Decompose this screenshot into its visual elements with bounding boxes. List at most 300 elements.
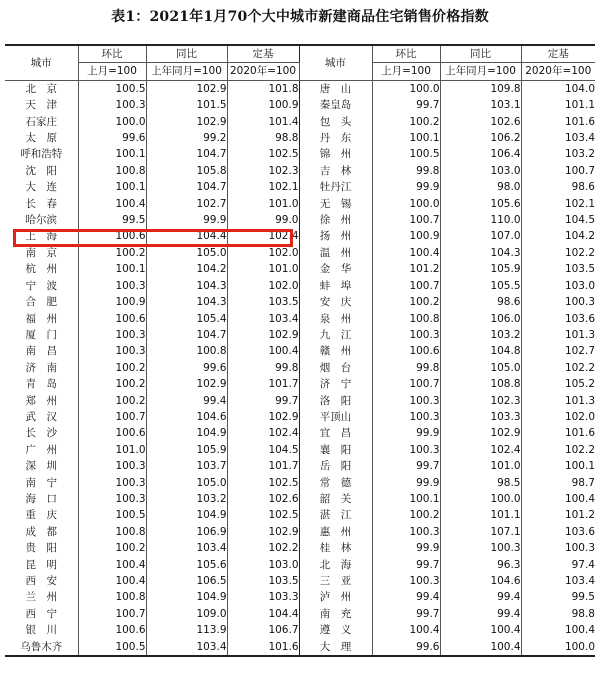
cell-yoy-left: 109.0 bbox=[146, 606, 227, 622]
cell-base-left: 103.5 bbox=[227, 573, 299, 589]
table-row bbox=[5, 573, 595, 589]
cell-yoy-left: 104.9 bbox=[146, 589, 227, 605]
cell-base-left: 101.7 bbox=[227, 458, 299, 474]
cell-city-right: 北 海 bbox=[299, 557, 372, 573]
header-yoy-sub-left: 上年同月=100 bbox=[146, 63, 227, 80]
cell-city-right: 赣 州 bbox=[299, 343, 372, 359]
cell-base-right: 101.1 bbox=[521, 97, 595, 113]
header-base-sub-left: 2020年=100 bbox=[227, 63, 299, 80]
cell-city-left: 福 州 bbox=[5, 311, 78, 327]
cell-mom-right: 99.8 bbox=[372, 360, 440, 376]
cell-mom-left: 100.3 bbox=[78, 97, 146, 113]
cell-base-right: 103.2 bbox=[521, 146, 595, 162]
cell-yoy-right: 104.3 bbox=[440, 245, 521, 261]
cell-yoy-right: 105.0 bbox=[440, 360, 521, 376]
table-row bbox=[5, 130, 595, 146]
cell-yoy-right: 102.3 bbox=[440, 393, 521, 409]
cell-mom-left: 100.1 bbox=[78, 261, 146, 277]
cell-city-left: 银 川 bbox=[5, 622, 78, 638]
cell-city-left: 宁 波 bbox=[5, 278, 78, 294]
cell-yoy-left: 105.9 bbox=[146, 442, 227, 458]
table-row bbox=[5, 360, 595, 376]
cell-yoy-right: 104.8 bbox=[440, 343, 521, 359]
cell-mom-left: 100.8 bbox=[78, 163, 146, 179]
cell-mom-left: 100.2 bbox=[78, 393, 146, 409]
cell-mom-left: 100.3 bbox=[78, 278, 146, 294]
cell-yoy-left: 105.8 bbox=[146, 163, 227, 179]
cell-mom-right: 99.7 bbox=[372, 557, 440, 573]
cell-city-right: 包 头 bbox=[299, 114, 372, 130]
cell-yoy-right: 103.2 bbox=[440, 327, 521, 343]
cell-yoy-right: 105.6 bbox=[440, 196, 521, 212]
cell-city-right: 锦 州 bbox=[299, 146, 372, 162]
cell-yoy-left: 99.9 bbox=[146, 212, 227, 228]
table-row bbox=[5, 589, 595, 605]
cell-city-right: 遵 义 bbox=[299, 622, 372, 638]
cell-city-right: 平顶山 bbox=[299, 409, 372, 425]
cell-base-right: 100.0 bbox=[521, 639, 595, 656]
cell-city-right: 襄 阳 bbox=[299, 442, 372, 458]
cell-base-right: 103.6 bbox=[521, 311, 595, 327]
cell-mom-left: 100.5 bbox=[78, 80, 146, 97]
cell-mom-right: 101.2 bbox=[372, 261, 440, 277]
cell-city-right: 岳 阳 bbox=[299, 458, 372, 474]
cell-yoy-right: 109.8 bbox=[440, 80, 521, 97]
table-row bbox=[5, 639, 595, 656]
cell-yoy-right: 98.5 bbox=[440, 475, 521, 491]
cell-base-right: 100.7 bbox=[521, 163, 595, 179]
cell-city-left: 哈尔滨 bbox=[5, 212, 78, 228]
table-row bbox=[5, 146, 595, 162]
cell-mom-right: 100.2 bbox=[372, 294, 440, 310]
cell-city-right: 吉 林 bbox=[299, 163, 372, 179]
cell-mom-left: 101.0 bbox=[78, 442, 146, 458]
cell-city-left: 呼和浩特 bbox=[5, 146, 78, 162]
table-row bbox=[5, 606, 595, 622]
cell-city-left: 广 州 bbox=[5, 442, 78, 458]
cell-base-right: 102.0 bbox=[521, 409, 595, 425]
header-mom-sub-left: 上月=100 bbox=[78, 63, 146, 80]
cell-yoy-right: 100.4 bbox=[440, 622, 521, 638]
cell-yoy-left: 100.8 bbox=[146, 343, 227, 359]
cell-city-left: 贵 阳 bbox=[5, 540, 78, 556]
cell-yoy-left: 105.4 bbox=[146, 311, 227, 327]
cell-city-right: 泉 州 bbox=[299, 311, 372, 327]
cell-base-right: 98.8 bbox=[521, 606, 595, 622]
cell-yoy-right: 106.4 bbox=[440, 146, 521, 162]
cell-base-left: 99.0 bbox=[227, 212, 299, 228]
table-row bbox=[5, 261, 595, 277]
cell-city-left: 昆 明 bbox=[5, 557, 78, 573]
cell-city-left: 郑 州 bbox=[5, 393, 78, 409]
cell-city-left: 长 春 bbox=[5, 196, 78, 212]
cell-mom-left: 99.6 bbox=[78, 130, 146, 146]
cell-yoy-right: 99.4 bbox=[440, 606, 521, 622]
cell-yoy-left: 104.3 bbox=[146, 294, 227, 310]
table-row bbox=[5, 114, 595, 130]
table-row bbox=[5, 163, 595, 179]
cell-city-left: 重 庆 bbox=[5, 507, 78, 523]
cell-base-right: 100.3 bbox=[521, 294, 595, 310]
cell-base-left: 102.6 bbox=[227, 491, 299, 507]
cell-yoy-left: 105.0 bbox=[146, 475, 227, 491]
cell-mom-left: 100.8 bbox=[78, 589, 146, 605]
cell-base-left: 104.5 bbox=[227, 442, 299, 458]
cell-base-right: 101.2 bbox=[521, 507, 595, 523]
table-row bbox=[5, 475, 595, 491]
cell-mom-left: 100.4 bbox=[78, 557, 146, 573]
cell-city-left: 长 沙 bbox=[5, 425, 78, 441]
cell-mom-right: 99.9 bbox=[372, 425, 440, 441]
cell-city-left: 上 海 bbox=[5, 228, 78, 244]
cell-mom-left: 100.2 bbox=[78, 245, 146, 261]
cell-mom-right: 100.7 bbox=[372, 376, 440, 392]
cell-mom-left: 100.3 bbox=[78, 327, 146, 343]
cell-base-right: 102.2 bbox=[521, 360, 595, 376]
cell-yoy-left: 105.0 bbox=[146, 245, 227, 261]
table-row bbox=[5, 327, 595, 343]
cell-base-right: 101.6 bbox=[521, 114, 595, 130]
cell-city-left: 乌鲁木齐 bbox=[5, 639, 78, 656]
cell-yoy-left: 103.7 bbox=[146, 458, 227, 474]
cell-mom-left: 100.1 bbox=[78, 179, 146, 195]
cell-base-right: 98.7 bbox=[521, 475, 595, 491]
cell-base-right: 101.3 bbox=[521, 393, 595, 409]
cell-mom-right: 100.6 bbox=[372, 343, 440, 359]
cell-city-right: 常 德 bbox=[299, 475, 372, 491]
cell-yoy-left: 104.4 bbox=[146, 228, 227, 244]
cell-yoy-left: 104.3 bbox=[146, 278, 227, 294]
table-body bbox=[5, 80, 595, 656]
cell-yoy-right: 100.4 bbox=[440, 639, 521, 656]
cell-base-left: 104.4 bbox=[227, 606, 299, 622]
table-row bbox=[5, 294, 595, 310]
cell-mom-left: 100.7 bbox=[78, 409, 146, 425]
cell-base-right: 104.0 bbox=[521, 80, 595, 97]
table-row bbox=[5, 507, 595, 523]
header-yoy-sub-right: 上年同月=100 bbox=[440, 63, 521, 80]
cell-city-right: 湛 江 bbox=[299, 507, 372, 523]
cell-city-right: 牡丹江 bbox=[299, 179, 372, 195]
cell-mom-right: 100.1 bbox=[372, 130, 440, 146]
cell-city-left: 杭 州 bbox=[5, 261, 78, 277]
cell-mom-left: 100.5 bbox=[78, 507, 146, 523]
table-row bbox=[5, 557, 595, 573]
cell-base-left: 103.5 bbox=[227, 294, 299, 310]
header-city-right: 城市 bbox=[299, 45, 372, 80]
cell-city-right: 秦皇岛 bbox=[299, 97, 372, 113]
cell-base-left: 101.4 bbox=[227, 114, 299, 130]
header-base-right: 定基 bbox=[521, 45, 595, 63]
cell-base-right: 100.4 bbox=[521, 491, 595, 507]
cell-mom-right: 100.3 bbox=[372, 524, 440, 540]
table-row bbox=[5, 228, 595, 244]
cell-base-right: 101.6 bbox=[521, 425, 595, 441]
table-row bbox=[5, 425, 595, 441]
cell-mom-right: 99.9 bbox=[372, 179, 440, 195]
cell-city-right: 桂 林 bbox=[299, 540, 372, 556]
cell-city-left: 海 口 bbox=[5, 491, 78, 507]
cell-base-right: 101.3 bbox=[521, 327, 595, 343]
cell-mom-right: 100.0 bbox=[372, 80, 440, 97]
cell-mom-right: 100.4 bbox=[372, 245, 440, 261]
table-row bbox=[5, 442, 595, 458]
cell-city-left: 石家庄 bbox=[5, 114, 78, 130]
cell-yoy-left: 99.4 bbox=[146, 393, 227, 409]
cell-mom-left: 100.6 bbox=[78, 311, 146, 327]
cell-base-left: 101.8 bbox=[227, 80, 299, 97]
cell-base-left: 102.5 bbox=[227, 507, 299, 523]
table-title: 表1：2021年1月70个大中城市新建商品住宅销售价格指数 bbox=[111, 9, 489, 25]
cell-base-left: 102.0 bbox=[227, 245, 299, 261]
cell-yoy-left: 104.2 bbox=[146, 261, 227, 277]
cell-base-left: 102.4 bbox=[227, 425, 299, 441]
cell-city-right: 泸 州 bbox=[299, 589, 372, 605]
cell-yoy-left: 104.7 bbox=[146, 327, 227, 343]
cell-mom-right: 100.9 bbox=[372, 228, 440, 244]
cell-city-right: 徐 州 bbox=[299, 212, 372, 228]
cell-mom-left: 100.4 bbox=[78, 573, 146, 589]
cell-yoy-right: 107.1 bbox=[440, 524, 521, 540]
cell-base-left: 102.9 bbox=[227, 524, 299, 540]
cell-city-left: 合 肥 bbox=[5, 294, 78, 310]
header-row-top bbox=[5, 45, 595, 63]
cell-base-right: 102.7 bbox=[521, 343, 595, 359]
cell-yoy-left: 103.4 bbox=[146, 639, 227, 656]
cell-base-left: 102.5 bbox=[227, 475, 299, 491]
cell-yoy-right: 106.0 bbox=[440, 311, 521, 327]
cell-city-right: 九 江 bbox=[299, 327, 372, 343]
cell-city-left: 南 宁 bbox=[5, 475, 78, 491]
cell-base-right: 103.0 bbox=[521, 278, 595, 294]
cell-base-right: 99.5 bbox=[521, 589, 595, 605]
cell-city-right: 唐 山 bbox=[299, 80, 372, 97]
cell-yoy-left: 104.7 bbox=[146, 179, 227, 195]
cell-base-left: 101.0 bbox=[227, 261, 299, 277]
cell-city-left: 深 圳 bbox=[5, 458, 78, 474]
cell-base-right: 98.6 bbox=[521, 179, 595, 195]
cell-base-right: 103.6 bbox=[521, 524, 595, 540]
cell-yoy-left: 103.2 bbox=[146, 491, 227, 507]
table-row bbox=[5, 409, 595, 425]
cell-yoy-right: 103.0 bbox=[440, 163, 521, 179]
cell-base-left: 101.7 bbox=[227, 376, 299, 392]
table-row bbox=[5, 80, 595, 97]
cell-mom-left: 100.9 bbox=[78, 294, 146, 310]
cell-mom-left: 100.3 bbox=[78, 475, 146, 491]
cell-mom-right: 100.0 bbox=[372, 196, 440, 212]
cell-city-right: 惠 州 bbox=[299, 524, 372, 540]
cell-yoy-right: 101.1 bbox=[440, 507, 521, 523]
header-yoy-right: 同比 bbox=[440, 45, 521, 63]
cell-mom-right: 99.7 bbox=[372, 606, 440, 622]
cell-mom-left: 100.2 bbox=[78, 540, 146, 556]
table-row bbox=[5, 97, 595, 113]
cell-mom-right: 100.3 bbox=[372, 573, 440, 589]
table-row bbox=[5, 196, 595, 212]
header-mom-left: 环比 bbox=[78, 45, 146, 63]
cell-mom-left: 100.3 bbox=[78, 458, 146, 474]
cell-mom-left: 100.3 bbox=[78, 491, 146, 507]
cell-base-left: 101.0 bbox=[227, 196, 299, 212]
cell-yoy-right: 103.1 bbox=[440, 97, 521, 113]
cell-mom-left: 99.5 bbox=[78, 212, 146, 228]
cell-city-left: 太 原 bbox=[5, 130, 78, 146]
cell-city-left: 沈 阳 bbox=[5, 163, 78, 179]
cell-mom-right: 99.9 bbox=[372, 475, 440, 491]
cell-city-left: 青 岛 bbox=[5, 376, 78, 392]
cell-yoy-right: 102.4 bbox=[440, 442, 521, 458]
table-row bbox=[5, 311, 595, 327]
cell-yoy-right: 98.0 bbox=[440, 179, 521, 195]
cell-base-left: 103.3 bbox=[227, 589, 299, 605]
cell-city-left: 西 宁 bbox=[5, 606, 78, 622]
cell-yoy-right: 110.0 bbox=[440, 212, 521, 228]
cell-mom-left: 100.6 bbox=[78, 425, 146, 441]
cell-mom-right: 99.9 bbox=[372, 540, 440, 556]
cell-yoy-left: 104.9 bbox=[146, 507, 227, 523]
cell-base-right: 103.4 bbox=[521, 130, 595, 146]
cell-city-left: 济 南 bbox=[5, 360, 78, 376]
cell-mom-left: 100.0 bbox=[78, 114, 146, 130]
table-row bbox=[5, 540, 595, 556]
cell-yoy-right: 103.3 bbox=[440, 409, 521, 425]
cell-yoy-right: 98.6 bbox=[440, 294, 521, 310]
cell-yoy-left: 105.6 bbox=[146, 557, 227, 573]
cell-base-left: 106.7 bbox=[227, 622, 299, 638]
cell-yoy-left: 101.5 bbox=[146, 97, 227, 113]
cell-mom-right: 100.3 bbox=[372, 409, 440, 425]
cell-yoy-right: 108.8 bbox=[440, 376, 521, 392]
cell-base-left: 102.1 bbox=[227, 179, 299, 195]
cell-yoy-left: 106.5 bbox=[146, 573, 227, 589]
cell-city-left: 成 都 bbox=[5, 524, 78, 540]
cell-yoy-left: 104.9 bbox=[146, 425, 227, 441]
cell-yoy-left: 106.9 bbox=[146, 524, 227, 540]
cell-city-right: 扬 州 bbox=[299, 228, 372, 244]
table-row bbox=[5, 524, 595, 540]
cell-base-right: 105.2 bbox=[521, 376, 595, 392]
cell-city-right: 安 庆 bbox=[299, 294, 372, 310]
cell-mom-right: 100.2 bbox=[372, 114, 440, 130]
cell-mom-right: 100.3 bbox=[372, 327, 440, 343]
cell-mom-left: 100.3 bbox=[78, 343, 146, 359]
cell-base-left: 102.0 bbox=[227, 278, 299, 294]
cell-mom-left: 100.8 bbox=[78, 524, 146, 540]
cell-mom-right: 100.7 bbox=[372, 278, 440, 294]
cell-yoy-left: 102.9 bbox=[146, 376, 227, 392]
table-row bbox=[5, 393, 595, 409]
cell-city-left: 南 京 bbox=[5, 245, 78, 261]
cell-base-left: 103.4 bbox=[227, 311, 299, 327]
table-row bbox=[5, 458, 595, 474]
cell-mom-right: 100.3 bbox=[372, 393, 440, 409]
cell-mom-left: 100.5 bbox=[78, 639, 146, 656]
cell-base-left: 100.4 bbox=[227, 343, 299, 359]
cell-base-left: 102.3 bbox=[227, 163, 299, 179]
cell-yoy-left: 104.7 bbox=[146, 146, 227, 162]
cell-mom-right: 99.6 bbox=[372, 639, 440, 656]
cell-city-right: 蚌 埠 bbox=[299, 278, 372, 294]
cell-mom-left: 100.7 bbox=[78, 606, 146, 622]
cell-base-left: 103.0 bbox=[227, 557, 299, 573]
cell-yoy-left: 104.6 bbox=[146, 409, 227, 425]
cell-city-right: 济 宁 bbox=[299, 376, 372, 392]
cell-yoy-right: 96.3 bbox=[440, 557, 521, 573]
cell-base-left: 102.5 bbox=[227, 146, 299, 162]
cell-yoy-left: 113.9 bbox=[146, 622, 227, 638]
cell-yoy-left: 102.9 bbox=[146, 80, 227, 97]
header-yoy-left: 同比 bbox=[146, 45, 227, 63]
cell-yoy-right: 102.9 bbox=[440, 425, 521, 441]
table-row bbox=[5, 179, 595, 195]
cell-mom-right: 99.8 bbox=[372, 163, 440, 179]
cell-base-right: 104.2 bbox=[521, 228, 595, 244]
cell-yoy-right: 100.3 bbox=[440, 540, 521, 556]
cell-base-left: 102.4 bbox=[227, 228, 299, 244]
cell-base-right: 102.2 bbox=[521, 245, 595, 261]
cell-base-right: 100.3 bbox=[521, 540, 595, 556]
cell-mom-right: 100.7 bbox=[372, 212, 440, 228]
price-index-table bbox=[5, 44, 595, 657]
cell-city-left: 天 津 bbox=[5, 97, 78, 113]
header-city-left: 城市 bbox=[5, 45, 78, 80]
cell-city-right: 金 华 bbox=[299, 261, 372, 277]
cell-city-left: 北 京 bbox=[5, 80, 78, 97]
table-row bbox=[5, 376, 595, 392]
cell-base-right: 103.5 bbox=[521, 261, 595, 277]
cell-mom-right: 100.3 bbox=[372, 442, 440, 458]
cell-base-left: 102.2 bbox=[227, 540, 299, 556]
cell-mom-right: 100.8 bbox=[372, 311, 440, 327]
table-row bbox=[5, 343, 595, 359]
cell-base-right: 97.4 bbox=[521, 557, 595, 573]
header-base-sub-right: 2020年=100 bbox=[521, 63, 595, 80]
cell-city-right: 宜 昌 bbox=[299, 425, 372, 441]
cell-mom-right: 99.7 bbox=[372, 458, 440, 474]
cell-yoy-right: 101.0 bbox=[440, 458, 521, 474]
cell-yoy-right: 99.4 bbox=[440, 589, 521, 605]
cell-base-right: 103.4 bbox=[521, 573, 595, 589]
cell-yoy-right: 106.2 bbox=[440, 130, 521, 146]
cell-mom-left: 100.6 bbox=[78, 622, 146, 638]
cell-city-right: 三 亚 bbox=[299, 573, 372, 589]
cell-base-right: 102.1 bbox=[521, 196, 595, 212]
cell-yoy-right: 104.6 bbox=[440, 573, 521, 589]
cell-mom-left: 100.4 bbox=[78, 196, 146, 212]
cell-yoy-left: 102.7 bbox=[146, 196, 227, 212]
cell-city-left: 厦 门 bbox=[5, 327, 78, 343]
cell-yoy-right: 105.9 bbox=[440, 261, 521, 277]
cell-yoy-right: 105.5 bbox=[440, 278, 521, 294]
cell-mom-left: 100.2 bbox=[78, 360, 146, 376]
cell-yoy-right: 107.0 bbox=[440, 228, 521, 244]
table-row bbox=[5, 212, 595, 228]
cell-base-left: 102.9 bbox=[227, 327, 299, 343]
cell-mom-left: 100.2 bbox=[78, 376, 146, 392]
cell-mom-left: 100.6 bbox=[78, 228, 146, 244]
cell-base-right: 102.2 bbox=[521, 442, 595, 458]
cell-yoy-right: 100.0 bbox=[440, 491, 521, 507]
cell-base-right: 104.5 bbox=[521, 212, 595, 228]
cell-mom-right: 100.1 bbox=[372, 491, 440, 507]
cell-base-right: 100.4 bbox=[521, 622, 595, 638]
cell-city-left: 南 昌 bbox=[5, 343, 78, 359]
header-mom-sub-right: 上月=100 bbox=[372, 63, 440, 80]
cell-base-left: 102.9 bbox=[227, 409, 299, 425]
header-mom-right: 环比 bbox=[372, 45, 440, 63]
cell-yoy-left: 102.9 bbox=[146, 114, 227, 130]
